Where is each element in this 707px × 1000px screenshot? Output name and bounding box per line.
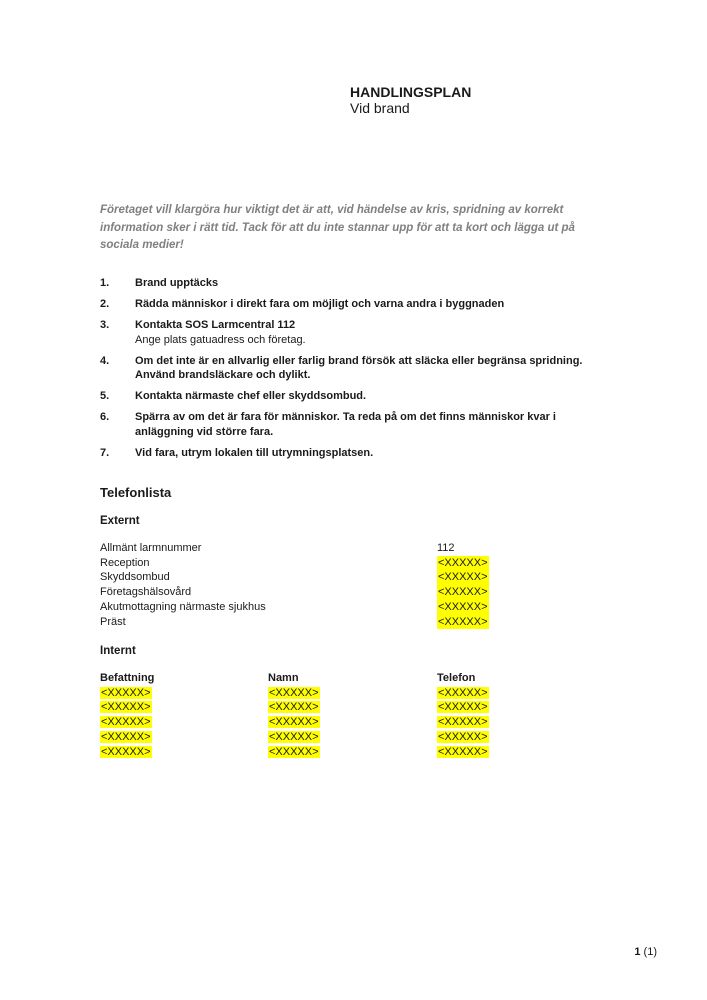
extern-phone-list: [100, 541, 640, 629]
phone-label: Akutmottagning närmaste sjukhus: [100, 600, 266, 613]
page-number-current: 1: [634, 946, 641, 958]
intern-table-row: [100, 700, 489, 715]
page-number: [634, 946, 657, 958]
extern-phone-row: [100, 570, 640, 585]
intern-cell-placeholder: <XXXXX>: [101, 745, 151, 758]
intern-cell-placeholder: <XXXXX>: [101, 686, 151, 699]
phone-label: Skyddsombud: [100, 571, 170, 584]
page-title: HANDLINGSPLAN: [350, 84, 472, 100]
section-heading-telefonlista: Telefonlista: [100, 485, 172, 500]
subsection-heading-internt: Internt: [100, 645, 136, 657]
intern-table-row: [100, 745, 489, 760]
step-text: Kontakta närmaste chef eller skyddsombud.: [135, 390, 367, 402]
extern-phone-row: [100, 556, 640, 571]
intern-cell-placeholder: <XXXXX>: [438, 716, 488, 729]
step-item-4: [100, 354, 605, 383]
phone-value-placeholder: <XXXXX>: [438, 571, 488, 584]
step-number: 3.: [100, 319, 110, 331]
extern-phone-row: [100, 615, 640, 630]
step-item-6: [100, 410, 605, 439]
intro-paragraph: Företaget vill klargöra hur viktigt det är att, vid händelse av kris, spridning av korrekt information sker i rätt tid. Tack för att du inte stannar upp för att ta kort och lägga ut på sociala medier!: [100, 204, 575, 251]
extern-phone-row: [100, 541, 640, 556]
step-item-3: [100, 318, 605, 347]
intern-cell-placeholder: <XXXXX>: [269, 745, 319, 758]
intern-cell-placeholder: <XXXXX>: [438, 686, 488, 699]
intern-cell-placeholder: <XXXXX>: [101, 730, 151, 743]
intern-cell-placeholder: <XXXXX>: [438, 745, 488, 758]
step-number: 5.: [100, 390, 110, 402]
step-number: 2.: [100, 298, 110, 310]
extern-phone-row: [100, 600, 640, 615]
phone-label: Företagshälsovård: [100, 586, 192, 599]
intern-table-row: [100, 686, 489, 701]
steps-list: [100, 276, 605, 467]
step-item-1: [100, 276, 605, 291]
step-text: Kontakta SOS Larmcentral 112: [135, 319, 296, 331]
intern-cell-placeholder: <XXXXX>: [101, 701, 151, 714]
phone-label: Reception: [100, 556, 150, 569]
extern-phone-row: [100, 585, 640, 600]
step-item-7: [100, 446, 605, 461]
step-text: Spärra av om det är fara för människor. Ta reda på om det finns människor kvar i anläggning vid större fara.: [135, 411, 556, 438]
step-text: Om det inte är en allvarlig eller farlig brand försök att släcka eller begränsa spridning. Använd brandsläckare och dylikt.: [135, 354, 583, 381]
phone-label: Allmänt larmnummer: [100, 542, 202, 554]
intern-cell-placeholder: <XXXXX>: [269, 730, 319, 743]
step-number: 1.: [100, 277, 110, 289]
column-header-befattning: Befattning: [100, 672, 155, 684]
page-number-total: (1): [643, 946, 657, 958]
step-text: Brand upptäcks: [135, 277, 219, 289]
page-subtitle: Vid brand: [350, 100, 410, 116]
intern-cell-placeholder: <XXXXX>: [269, 701, 319, 714]
intern-cell-placeholder: <XXXXX>: [438, 701, 488, 714]
title-block: [350, 84, 471, 116]
step-text: Rädda människor i direkt fara om möjligt och varna andra i byggnaden: [135, 298, 505, 310]
intern-phone-table: [100, 671, 489, 759]
step-number: 6.: [100, 411, 110, 423]
step-subtext: Ange plats gatuadress och företag.: [135, 333, 306, 346]
column-header-namn: Namn: [268, 672, 299, 684]
intern-cell-placeholder: <XXXXX>: [269, 686, 319, 699]
intern-cell-placeholder: <XXXXX>: [438, 730, 488, 743]
step-number: 4.: [100, 354, 110, 367]
phone-value: 112: [437, 542, 455, 554]
phone-value-placeholder: <XXXXX>: [438, 556, 488, 569]
intern-cell-placeholder: <XXXXX>: [101, 716, 151, 729]
subsection-heading-externt: Externt: [100, 515, 140, 527]
column-header-telefon: Telefon: [437, 672, 476, 684]
phone-value-placeholder: <XXXXX>: [438, 600, 488, 613]
phone-label: Präst: [100, 615, 126, 628]
intern-table-row: [100, 730, 489, 745]
step-text: Vid fara, utrym lokalen till utrymningsplatsen.: [135, 446, 374, 459]
step-item-2: [100, 297, 605, 312]
step-item-5: [100, 389, 605, 404]
step-number: 7.: [100, 446, 110, 459]
intern-header-row: [100, 671, 489, 686]
phone-value-placeholder: <XXXXX>: [438, 615, 488, 628]
phone-value-placeholder: <XXXXX>: [438, 586, 488, 599]
intern-table-row: [100, 715, 489, 730]
intern-cell-placeholder: <XXXXX>: [269, 716, 319, 729]
